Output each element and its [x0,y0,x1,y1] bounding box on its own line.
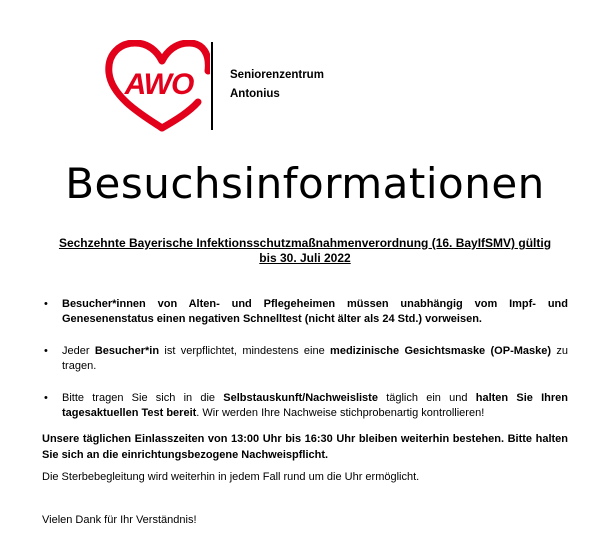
text-run: . Wir werden Ihre Nachweise stichprobenartig kontrollieren! [196,407,485,419]
list-item [42,297,568,327]
bullet-text [62,392,568,419]
awo-heart-logo [104,40,210,132]
bold-text: Besucher*in [94,345,160,357]
text-run: Jeder [62,345,95,357]
closing-line: Vielen Dank für Ihr Verständnis! [42,514,197,526]
subtitle-line-2: bis 30. Juli 2022 [259,251,351,265]
bullet-icon: • [44,298,48,310]
subtitle-line-1: Sechzehnte Bayerische Infektionsschutzmaßnahmenverordnung (16. BayIfSMV) gültig [58,236,552,250]
bold-text: Besucher*innen von Alten- und Pflegeheimen müssen unabhängig vom Impf- und Genesenenstatus einen negativen Schnelltest (nicht älter als 24 Std.) vorweisen. [62,298,568,325]
bullet-text [62,345,568,372]
header-divider [211,42,213,130]
regulation-subtitle [22,236,588,266]
bold-text: medizinische Gesichtsmaske (OP-Maske) [330,345,552,357]
org-line-1: Seniorenzentrum [230,69,324,81]
org-line-2: Antonius [230,88,280,100]
page-title: Besuchsinformationen [65,159,545,208]
organization-name [230,66,324,104]
bullet-text [62,298,568,325]
text-run: zu tragen. [62,345,568,372]
bullet-icon: • [44,392,48,404]
text-run: Bitte tragen Sie sich in die [62,392,224,404]
visiting-hours-notice: Unsere täglichen Einlasszeiten von 13:00 Uhr bis 16:30 Uhr bleiben weiterhin bestehen. Bitte halten Sie sich an die einrichtungsbezogene Nachweispflicht. [42,433,568,461]
list-item [42,344,568,374]
text-run: ist verpflichtet, mindestens eine [159,345,331,357]
bullet-icon: • [44,345,48,357]
bold-text: halten Sie Ihren tagesaktuellen Test bereit [62,392,568,419]
end-of-life-care-note: Die Sterbebegleitung wird weiterhin in jedem Fall rund um die Uhr ermöglicht. [42,471,420,483]
bold-text: Selbstauskunft/Nachweisliste [223,392,378,404]
logo-text: AWO [124,68,194,101]
rules-list [42,297,568,438]
text-run: täglich ein und [377,392,476,404]
list-item [42,391,568,421]
